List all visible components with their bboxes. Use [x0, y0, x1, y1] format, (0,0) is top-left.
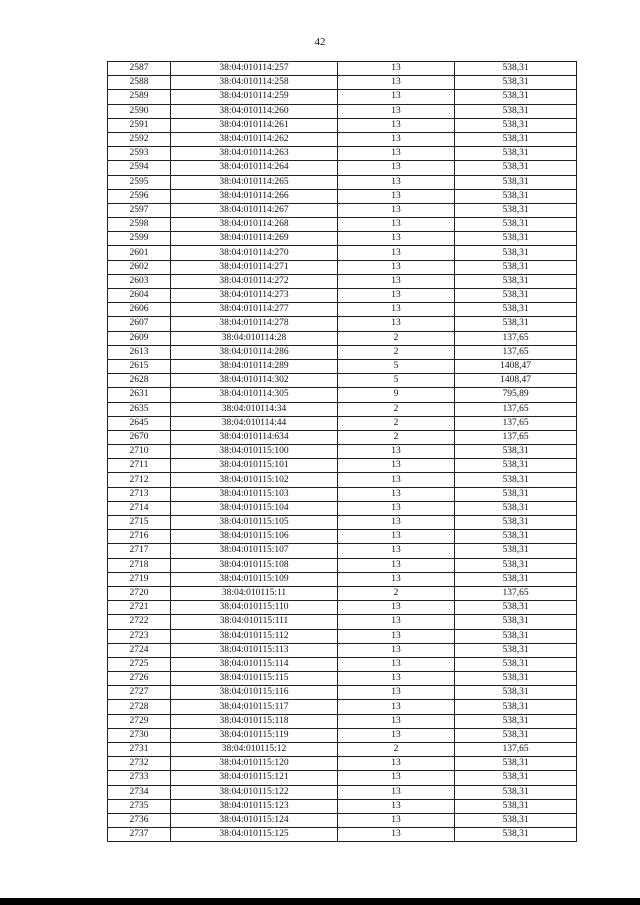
share-cell: 13	[338, 90, 455, 104]
table-row	[108, 728, 577, 742]
row-number-cell: 2732	[108, 757, 171, 771]
share-cell: 13	[338, 445, 455, 459]
cadastral-number-cell: 38:04:010115:122	[171, 785, 338, 799]
area-cell: 795,89	[455, 388, 577, 402]
table-row	[108, 487, 577, 501]
row-number-cell: 2717	[108, 544, 171, 558]
share-cell: 2	[338, 743, 455, 757]
cadastral-number-cell: 38:04:010114:289	[171, 359, 338, 373]
row-number-cell: 2628	[108, 374, 171, 388]
area-cell: 538,31	[455, 90, 577, 104]
row-number-cell: 2604	[108, 289, 171, 303]
share-cell: 2	[338, 430, 455, 444]
share-cell: 13	[338, 189, 455, 203]
row-number-cell: 2712	[108, 473, 171, 487]
area-cell: 538,31	[455, 161, 577, 175]
area-cell: 538,31	[455, 728, 577, 742]
cadastral-number-cell: 38:04:010115:106	[171, 530, 338, 544]
share-cell: 13	[338, 686, 455, 700]
cadastral-number-cell: 38:04:010115:115	[171, 672, 338, 686]
row-number-cell: 2733	[108, 771, 171, 785]
share-cell: 5	[338, 359, 455, 373]
cadastral-number-cell: 38:04:010114:272	[171, 274, 338, 288]
row-number-cell: 2721	[108, 601, 171, 615]
share-cell: 13	[338, 714, 455, 728]
row-number-cell: 2729	[108, 714, 171, 728]
row-number-cell: 2587	[108, 62, 171, 76]
cadastral-number-cell: 38:04:010115:102	[171, 473, 338, 487]
table-row	[108, 743, 577, 757]
area-cell: 1408,47	[455, 374, 577, 388]
row-number-cell: 2731	[108, 743, 171, 757]
cadastral-number-cell: 38:04:010115:100	[171, 445, 338, 459]
row-number-cell: 2723	[108, 629, 171, 643]
cadastral-number-cell: 38:04:010115:103	[171, 487, 338, 501]
share-cell: 2	[338, 402, 455, 416]
table-row	[108, 799, 577, 813]
row-number-cell: 2597	[108, 203, 171, 217]
share-cell: 13	[338, 558, 455, 572]
table-row	[108, 232, 577, 246]
row-number-cell: 2598	[108, 218, 171, 232]
registry-table	[107, 61, 577, 842]
row-number-cell: 2724	[108, 643, 171, 657]
share-cell: 13	[338, 516, 455, 530]
area-cell: 538,31	[455, 757, 577, 771]
share-cell: 9	[338, 388, 455, 402]
table-row	[108, 430, 577, 444]
share-cell: 13	[338, 728, 455, 742]
table-row	[108, 147, 577, 161]
cadastral-number-cell: 38:04:010114:271	[171, 260, 338, 274]
row-number-cell: 2728	[108, 700, 171, 714]
table-row	[108, 274, 577, 288]
share-cell: 2	[338, 586, 455, 600]
area-cell: 538,31	[455, 828, 577, 842]
cadastral-number-cell: 38:04:010115:125	[171, 828, 338, 842]
area-cell: 538,31	[455, 218, 577, 232]
row-number-cell: 2730	[108, 728, 171, 742]
table-row	[108, 161, 577, 175]
cadastral-number-cell: 38:04:010114:263	[171, 147, 338, 161]
area-cell: 538,31	[455, 714, 577, 728]
table-row	[108, 374, 577, 388]
area-cell: 538,31	[455, 672, 577, 686]
row-number-cell: 2594	[108, 161, 171, 175]
cadastral-number-cell: 38:04:010115:101	[171, 459, 338, 473]
table-row	[108, 473, 577, 487]
cadastral-number-cell: 38:04:010115:108	[171, 558, 338, 572]
cadastral-number-cell: 38:04:010114:273	[171, 289, 338, 303]
cadastral-number-cell: 38:04:010114:259	[171, 90, 338, 104]
area-cell: 538,31	[455, 203, 577, 217]
cadastral-number-cell: 38:04:010115:109	[171, 572, 338, 586]
area-cell: 538,31	[455, 76, 577, 90]
area-cell: 538,31	[455, 274, 577, 288]
table-row	[108, 118, 577, 132]
share-cell: 13	[338, 232, 455, 246]
table-row	[108, 289, 577, 303]
row-number-cell: 2591	[108, 118, 171, 132]
table-row	[108, 246, 577, 260]
table-row	[108, 586, 577, 600]
table-row	[108, 62, 577, 76]
row-number-cell: 2595	[108, 175, 171, 189]
row-number-cell: 2590	[108, 104, 171, 118]
area-cell: 538,31	[455, 657, 577, 671]
cadastral-number-cell: 38:04:010114:267	[171, 203, 338, 217]
cadastral-number-cell: 38:04:010115:114	[171, 657, 338, 671]
table-row	[108, 90, 577, 104]
row-number-cell: 2613	[108, 345, 171, 359]
row-number-cell: 2726	[108, 672, 171, 686]
area-cell: 538,31	[455, 487, 577, 501]
share-cell: 5	[338, 374, 455, 388]
table-row	[108, 601, 577, 615]
row-number-cell: 2601	[108, 246, 171, 260]
row-number-cell: 2734	[108, 785, 171, 799]
area-cell: 538,31	[455, 629, 577, 643]
table-row	[108, 572, 577, 586]
cadastral-number-cell: 38:04:010114:260	[171, 104, 338, 118]
row-number-cell: 2719	[108, 572, 171, 586]
share-cell: 13	[338, 572, 455, 586]
table-row	[108, 629, 577, 643]
area-cell: 538,31	[455, 601, 577, 615]
table-row	[108, 260, 577, 274]
cadastral-number-cell: 38:04:010114:302	[171, 374, 338, 388]
area-cell: 538,31	[455, 260, 577, 274]
row-number-cell: 2599	[108, 232, 171, 246]
table-row	[108, 218, 577, 232]
row-number-cell: 2592	[108, 132, 171, 146]
table-row	[108, 530, 577, 544]
row-number-cell: 2631	[108, 388, 171, 402]
table-row	[108, 657, 577, 671]
share-cell: 13	[338, 132, 455, 146]
share-cell: 13	[338, 771, 455, 785]
share-cell: 13	[338, 657, 455, 671]
share-cell: 13	[338, 104, 455, 118]
table-row	[108, 416, 577, 430]
cadastral-number-cell: 38:04:010114:262	[171, 132, 338, 146]
share-cell: 13	[338, 530, 455, 544]
share-cell: 13	[338, 147, 455, 161]
registry-table-body	[108, 62, 577, 842]
row-number-cell: 2589	[108, 90, 171, 104]
cadastral-number-cell: 38:04:010114:286	[171, 345, 338, 359]
table-row	[108, 544, 577, 558]
table-row	[108, 558, 577, 572]
cadastral-number-cell: 38:04:010114:257	[171, 62, 338, 76]
cadastral-number-cell: 38:04:010114:44	[171, 416, 338, 430]
cadastral-number-cell: 38:04:010114:269	[171, 232, 338, 246]
cadastral-number-cell: 38:04:010115:120	[171, 757, 338, 771]
table-row	[108, 175, 577, 189]
row-number-cell: 2645	[108, 416, 171, 430]
share-cell: 13	[338, 544, 455, 558]
row-number-cell: 2713	[108, 487, 171, 501]
share-cell: 13	[338, 828, 455, 842]
cadastral-number-cell: 38:04:010115:105	[171, 516, 338, 530]
cadastral-number-cell: 38:04:010114:258	[171, 76, 338, 90]
area-cell: 137,65	[455, 430, 577, 444]
area-cell: 137,65	[455, 586, 577, 600]
area-cell: 538,31	[455, 544, 577, 558]
area-cell: 538,31	[455, 189, 577, 203]
cadastral-number-cell: 38:04:010114:261	[171, 118, 338, 132]
row-number-cell: 2607	[108, 317, 171, 331]
area-cell: 538,31	[455, 516, 577, 530]
table-row	[108, 459, 577, 473]
area-cell: 538,31	[455, 501, 577, 515]
share-cell: 13	[338, 218, 455, 232]
cadastral-number-cell: 38:04:010114:34	[171, 402, 338, 416]
table-row	[108, 501, 577, 515]
row-number-cell: 2602	[108, 260, 171, 274]
table-row	[108, 757, 577, 771]
cadastral-number-cell: 38:04:010114:634	[171, 430, 338, 444]
table-row	[108, 345, 577, 359]
area-cell: 538,31	[455, 785, 577, 799]
table-row	[108, 317, 577, 331]
cadastral-number-cell: 38:04:010115:118	[171, 714, 338, 728]
share-cell: 13	[338, 161, 455, 175]
table-row	[108, 643, 577, 657]
cadastral-number-cell: 38:04:010115:104	[171, 501, 338, 515]
table-row	[108, 686, 577, 700]
area-cell: 137,65	[455, 743, 577, 757]
table-row	[108, 359, 577, 373]
row-number-cell: 2725	[108, 657, 171, 671]
table-row	[108, 402, 577, 416]
cadastral-number-cell: 38:04:010114:264	[171, 161, 338, 175]
cadastral-number-cell: 38:04:010115:107	[171, 544, 338, 558]
share-cell: 13	[338, 118, 455, 132]
cadastral-number-cell: 38:04:010114:270	[171, 246, 338, 260]
cadastral-number-cell: 38:04:010115:12	[171, 743, 338, 757]
table-row	[108, 714, 577, 728]
area-cell: 538,31	[455, 289, 577, 303]
row-number-cell: 2736	[108, 813, 171, 827]
share-cell: 13	[338, 459, 455, 473]
row-number-cell: 2718	[108, 558, 171, 572]
row-number-cell: 2711	[108, 459, 171, 473]
page-number: 42	[314, 36, 326, 48]
share-cell: 13	[338, 289, 455, 303]
table-row	[108, 516, 577, 530]
area-cell: 538,31	[455, 118, 577, 132]
area-cell: 538,31	[455, 175, 577, 189]
table-row	[108, 203, 577, 217]
row-number-cell: 2710	[108, 445, 171, 459]
cadastral-number-cell: 38:04:010115:119	[171, 728, 338, 742]
area-cell: 538,31	[455, 104, 577, 118]
row-number-cell: 2670	[108, 430, 171, 444]
share-cell: 13	[338, 487, 455, 501]
table-row	[108, 331, 577, 345]
area-cell: 538,31	[455, 62, 577, 76]
share-cell: 13	[338, 317, 455, 331]
share-cell: 13	[338, 757, 455, 771]
share-cell: 13	[338, 785, 455, 799]
area-cell: 137,65	[455, 416, 577, 430]
share-cell: 13	[338, 629, 455, 643]
area-cell: 538,31	[455, 771, 577, 785]
share-cell: 2	[338, 331, 455, 345]
cadastral-number-cell: 38:04:010114:265	[171, 175, 338, 189]
area-cell: 538,31	[455, 799, 577, 813]
cadastral-number-cell: 38:04:010114:28	[171, 331, 338, 345]
cadastral-number-cell: 38:04:010115:111	[171, 615, 338, 629]
cadastral-number-cell: 38:04:010114:266	[171, 189, 338, 203]
cadastral-number-cell: 38:04:010115:110	[171, 601, 338, 615]
row-number-cell: 2737	[108, 828, 171, 842]
row-number-cell: 2596	[108, 189, 171, 203]
share-cell: 13	[338, 260, 455, 274]
cadastral-number-cell: 38:04:010114:268	[171, 218, 338, 232]
cadastral-number-cell: 38:04:010115:112	[171, 629, 338, 643]
share-cell: 13	[338, 246, 455, 260]
share-cell: 13	[338, 62, 455, 76]
table-row	[108, 785, 577, 799]
area-cell: 538,31	[455, 459, 577, 473]
area-cell: 137,65	[455, 331, 577, 345]
share-cell: 13	[338, 303, 455, 317]
cadastral-number-cell: 38:04:010115:117	[171, 700, 338, 714]
share-cell: 13	[338, 274, 455, 288]
area-cell: 538,31	[455, 813, 577, 827]
area-cell: 538,31	[455, 572, 577, 586]
cadastral-number-cell: 38:04:010115:121	[171, 771, 338, 785]
share-cell: 13	[338, 473, 455, 487]
cadastral-number-cell: 38:04:010115:113	[171, 643, 338, 657]
cadastral-number-cell: 38:04:010115:11	[171, 586, 338, 600]
cadastral-number-cell: 38:04:010114:305	[171, 388, 338, 402]
share-cell: 13	[338, 501, 455, 515]
share-cell: 2	[338, 345, 455, 359]
area-cell: 538,31	[455, 317, 577, 331]
table-row	[108, 771, 577, 785]
table-row	[108, 76, 577, 90]
table-row	[108, 303, 577, 317]
table-row	[108, 813, 577, 827]
area-cell: 538,31	[455, 232, 577, 246]
area-cell: 538,31	[455, 558, 577, 572]
row-number-cell: 2603	[108, 274, 171, 288]
area-cell: 538,31	[455, 615, 577, 629]
share-cell: 13	[338, 203, 455, 217]
area-cell: 538,31	[455, 246, 577, 260]
row-number-cell: 2593	[108, 147, 171, 161]
cadastral-number-cell: 38:04:010114:278	[171, 317, 338, 331]
row-number-cell: 2727	[108, 686, 171, 700]
share-cell: 13	[338, 601, 455, 615]
row-number-cell: 2722	[108, 615, 171, 629]
area-cell: 538,31	[455, 643, 577, 657]
table-row	[108, 700, 577, 714]
row-number-cell: 2735	[108, 799, 171, 813]
area-cell: 137,65	[455, 345, 577, 359]
row-number-cell: 2606	[108, 303, 171, 317]
cadastral-number-cell: 38:04:010114:277	[171, 303, 338, 317]
area-cell: 538,31	[455, 303, 577, 317]
row-number-cell: 2720	[108, 586, 171, 600]
share-cell: 13	[338, 643, 455, 657]
scan-bottom-edge	[0, 898, 640, 905]
table-row	[108, 828, 577, 842]
table-row	[108, 445, 577, 459]
share-cell: 13	[338, 813, 455, 827]
area-cell: 538,31	[455, 700, 577, 714]
row-number-cell: 2615	[108, 359, 171, 373]
table-row	[108, 672, 577, 686]
area-cell: 538,31	[455, 147, 577, 161]
area-cell: 538,31	[455, 686, 577, 700]
row-number-cell: 2588	[108, 76, 171, 90]
row-number-cell: 2716	[108, 530, 171, 544]
area-cell: 538,31	[455, 132, 577, 146]
share-cell: 13	[338, 175, 455, 189]
share-cell: 13	[338, 615, 455, 629]
cadastral-number-cell: 38:04:010115:123	[171, 799, 338, 813]
area-cell: 538,31	[455, 445, 577, 459]
area-cell: 538,31	[455, 473, 577, 487]
share-cell: 13	[338, 799, 455, 813]
share-cell: 2	[338, 416, 455, 430]
area-cell: 137,65	[455, 402, 577, 416]
cadastral-number-cell: 38:04:010115:116	[171, 686, 338, 700]
row-number-cell: 2635	[108, 402, 171, 416]
share-cell: 13	[338, 700, 455, 714]
area-cell: 1408,47	[455, 359, 577, 373]
table-row	[108, 189, 577, 203]
table-row	[108, 388, 577, 402]
area-cell: 538,31	[455, 530, 577, 544]
table-row	[108, 615, 577, 629]
row-number-cell: 2714	[108, 501, 171, 515]
row-number-cell: 2609	[108, 331, 171, 345]
table-row	[108, 132, 577, 146]
cadastral-number-cell: 38:04:010115:124	[171, 813, 338, 827]
share-cell: 13	[338, 672, 455, 686]
share-cell: 13	[338, 76, 455, 90]
row-number-cell: 2715	[108, 516, 171, 530]
table-row	[108, 104, 577, 118]
